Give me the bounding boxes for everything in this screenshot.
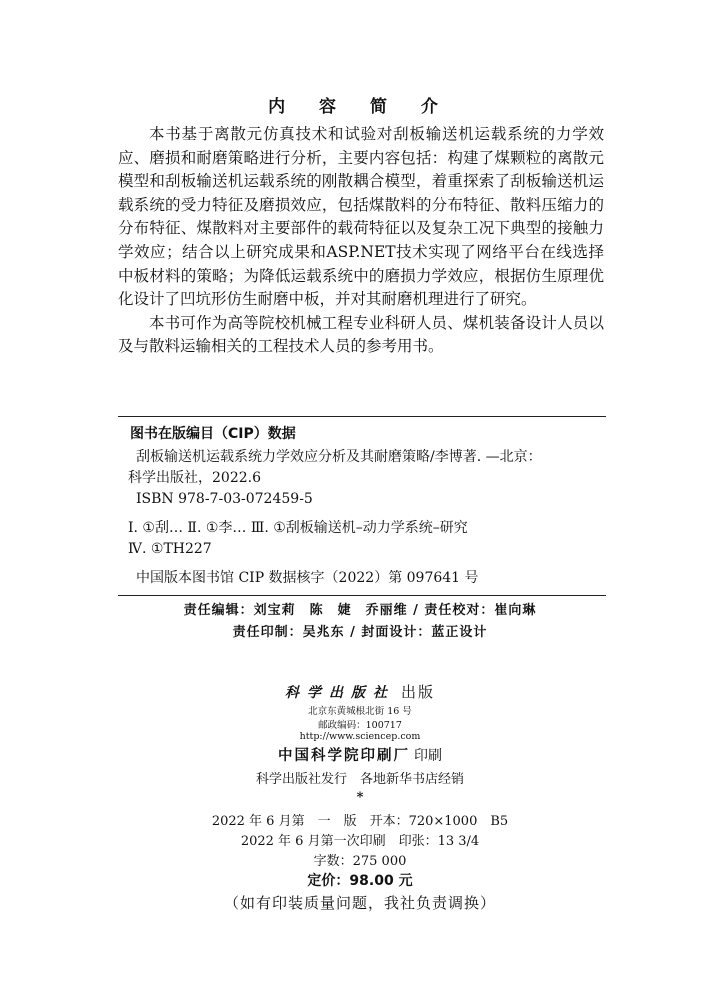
cip-classification: Ⅰ. ①刮… Ⅱ. ①李… Ⅲ. ①刮板输送机–动力学系统–研究	[128, 520, 468, 536]
cip-data-block	[118, 416, 606, 589]
cip-imprint-line: 科学出版社，2022.6	[128, 470, 261, 486]
publisher-url: http://www.sciencep.com	[299, 731, 421, 742]
printer-line	[0, 744, 720, 765]
publisher-postcode: 邮政编码：100717	[318, 720, 402, 731]
quality-notice: （如有印装质量问题，我社负责调换）	[223, 894, 496, 912]
editor-credits: 责任编辑：刘宝莉 陈 婕 乔丽维 / 责任校对：崔向琳	[183, 603, 537, 618]
cip-divider	[118, 595, 606, 596]
summary-section	[118, 123, 604, 359]
printer-name: 中国科学院印刷厂	[278, 748, 410, 764]
page-title: 内 容 简 介	[268, 97, 452, 117]
word-count: 字数：275 000	[313, 854, 407, 869]
cip-isbn: ISBN 978-7-03-072459-5	[136, 491, 313, 507]
printing-line: 2022 年 6 月第一次印刷 印张：13 3/4	[240, 834, 480, 849]
publisher-name: 科学出版社	[284, 685, 395, 701]
production-credits: 责任印制：吴兆东 / 封面设计：蓝正设计	[232, 625, 488, 640]
cip-title-line: 刮板输送机运载系统力学效应分析及其耐磨策略/李博著. —北京：	[136, 449, 542, 465]
publisher-suffix: 出版	[400, 683, 435, 701]
summary-paragraph-2: 本书可作为高等院校机械工程专业科研人员、煤机装备设计人员以及与散料运输相关的工程技术人员的参考用书。	[118, 313, 604, 356]
cip-heading: 图书在版编目（CIP）数据	[130, 426, 296, 442]
cip-record-number: 中国版本图书馆 CIP 数据核字（2022）第 097641 号	[136, 570, 479, 586]
edition-line: 2022 年 6 月第 一 版 开本：720×1000 B5	[211, 814, 509, 829]
publisher-line	[0, 681, 720, 702]
distribution-line: 科学出版社发行 各地新华书店经销	[255, 772, 464, 787]
price-label: 定价：98.00 元	[307, 873, 413, 889]
separator-star: *	[356, 790, 364, 805]
printer-suffix: 印刷	[414, 748, 442, 764]
cip-classification-number: Ⅳ. ①TH227	[128, 541, 212, 557]
publisher-address: 北京东黄城根北街 16 号	[308, 706, 412, 717]
summary-paragraph-1: 本书基于离散元仿真技术和试验对刮板输送机运载系统的力学效应、磨损和耐磨策略进行分析，主要内容包括：构建了煤颗粒的离散元模型和刮板输送机运载系统的刚散耦合模型，着重探索了刮板输送机运载系统的受力特征及磨损效应，包括煤散料的分布特征、散料压缩力的分布特征、煤散料对主要部件的载荷特征以及复杂工况下典型的接触力学效应；结合以上研究成果和ASP.NET技术实现了网络平台在线选择中板材料的策略；为降低运载系统中的磨损力学效应，根据仿生原理优化设计了凹坑形仿生耐磨中板，并对其耐磨机理进行了研究。	[118, 125, 604, 309]
